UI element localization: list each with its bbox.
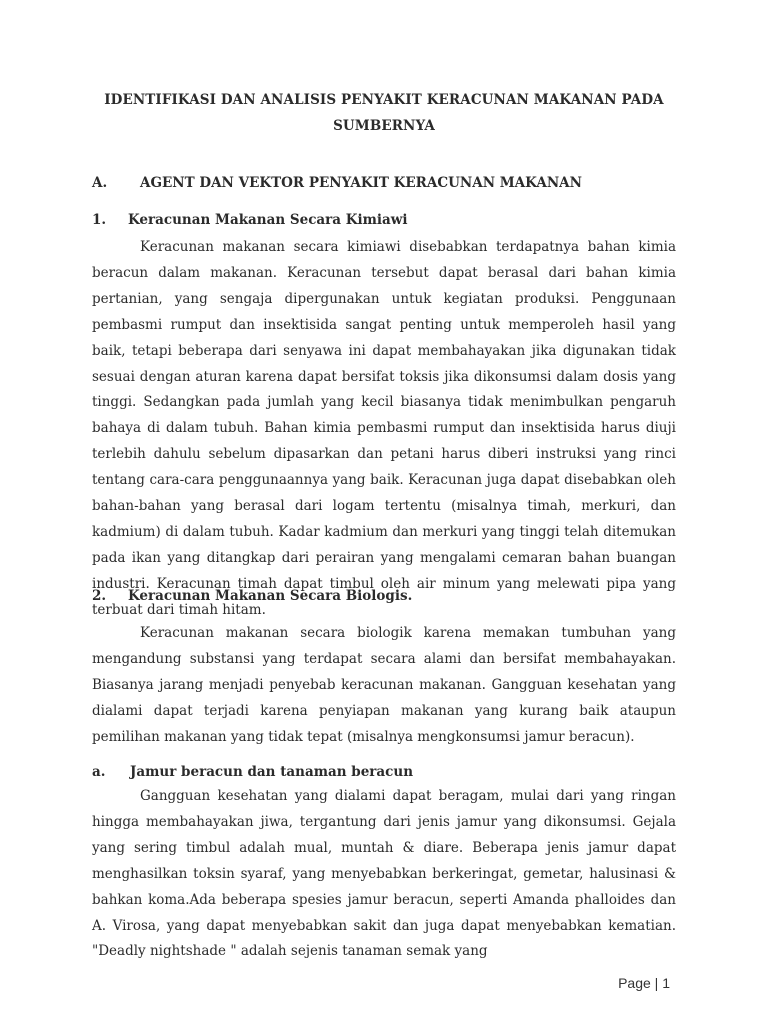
subsection-1-heading [92, 210, 676, 230]
section-a-heading [92, 173, 676, 193]
subsection-1-title: Keracunan Makanan Secara Kimiawi [128, 212, 408, 228]
document-title [92, 87, 676, 139]
subsection-a-heading [92, 762, 676, 782]
title-line-1: IDENTIFIKASI DAN ANALISIS PENYAKIT KERACUNAN MAKANAN PADA [104, 92, 664, 108]
title-line-2: SUMBERNYA [333, 118, 435, 134]
subsection-1-number: 1. [92, 212, 107, 228]
subsection-2-heading [92, 586, 676, 606]
subsection-2-title: Keracunan Makanan Secara Biologis. [128, 588, 413, 604]
section-a-title: AGENT DAN VEKTOR PENYAKIT KERACUNAN MAKANAN [140, 175, 582, 191]
subsection-2-paragraph: Keracunan makanan secara biologik karena memakan tumbuhan yang mengandung substansi yang terdapat secara alami dan bersifat membahayakan. Biasanya jarang menjadi penyebab keracunan makanan. Gangguan kesehatan yang dialami dapat terjadi karena penyiapan makanan yang kurang baik ataupun pemilihan makanan yang tidak tepat (misalnya mengkonsumsi jamur beracun). [92, 625, 676, 745]
subsection-a-number: a. [92, 764, 106, 780]
subsection-1-paragraph: Keracunan makanan secara kimiawi disebabkan terdapatnya bahan kimia beracun dalam makanan. Keracunan tersebut dapat berasal dari bahan kimia pertanian, yang sengaja dipergunakan untuk kegiatan produksi. Penggunaan pembasmi rumput dan insektisida sangat penting untuk memperoleh hasil yang baik, tetapi beberapa dari senyawa ini dapat membahayakan jika digunakan tidak sesuai dengan aturan karena dapat bersifat toksis jika dikonsumsi dalam dosis yang tinggi. Sedangkan pada jumlah yang kecil biasanya tidak menimbulkan pengaruh bahaya di dalam tubuh. Bahan kimia pembasmi rumput dan insektisida harus diuji terlebih dahulu sebelum dipasarkan dan petani harus diberi instruksi yang rinci tentang cara-cara penggunaannya yang baik. Keracunan juga dapat disebabkan oleh bahan-bahan yang berasal dari logam tertentu (misalnya timah, merkuri, dan kadmium) di dalam tubuh. Kadar kadmium dan merkuri yang tinggi telah ditemukan pada ikan yang ditangkap dari perairan yang mengalami cemaran bahan buangan industri. Keracunan timah dapat timbul oleh air minum yang melewati pipa yang terbuat dari timah hitam. [92, 239, 676, 618]
subsection-a-title: Jamur beracun dan tanaman beracun [130, 764, 414, 780]
subsection-a-paragraph: Gangguan kesehatan yang dialami dapat beragam, mulai dari yang ringan hingga membahayakan jiwa, tergantung dari jenis jamur yang dikonsumsi. Gejala yang sering timbul adalah mual, muntah & diare. Beberapa jenis jamur dapat menghasilkan toksin syaraf, yang menyebabkan berkeringat, gemetar, halusinasi & bahkan koma.Ada beberapa spesies jamur beracun, seperti Amanda phalloides dan A. Virosa, yang dapat menyebabkan sakit dan juga dapat menyebabkan kematian. "Deadly nightshade " adalah sejenis tanaman semak yang [92, 788, 676, 960]
section-a-number: A. [92, 175, 108, 191]
page-number: Page | 1 [618, 975, 670, 991]
subsection-2-number: 2. [92, 588, 107, 604]
